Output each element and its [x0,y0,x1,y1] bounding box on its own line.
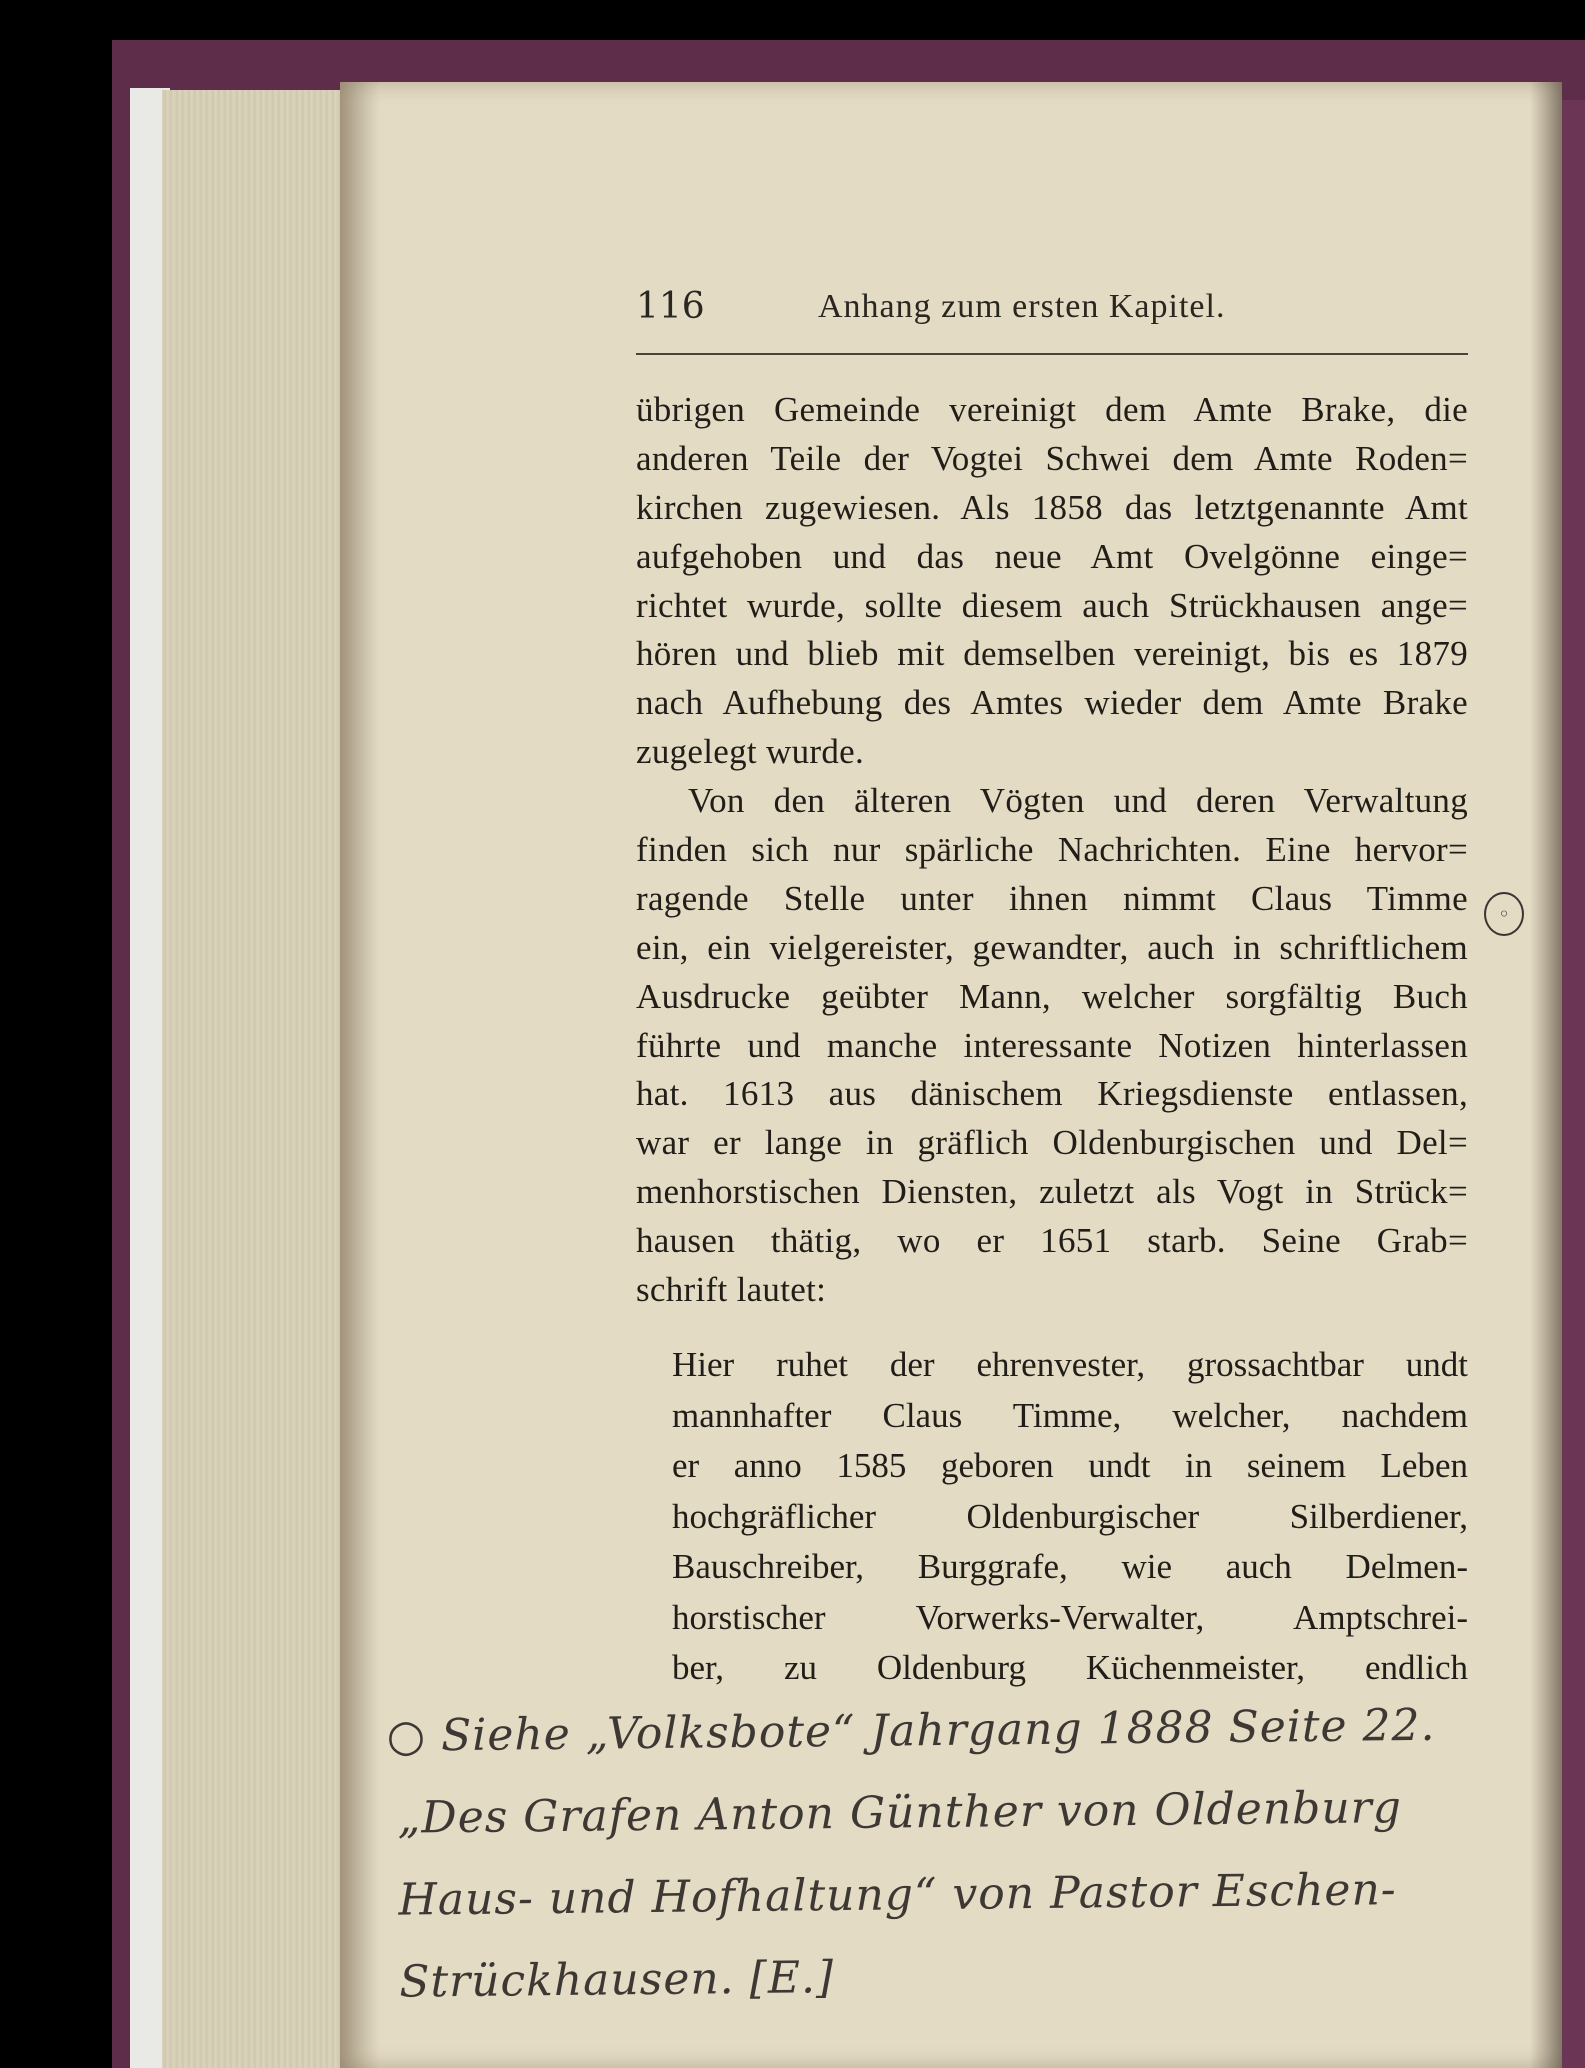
quote-line: horstischer Vorwerks-Verwalter, Amptschrei- [672,1597,1468,1637]
spine-shadow [340,82,380,2068]
text-line: ragende Stelle unter ihnen nimmt Claus Timme [636,878,1468,918]
page-stack [162,90,352,2068]
text-line: richtet wurde, sollte diesem auch Strückhausen ange= [636,585,1468,625]
text-line: übrigen Gemeinde vereinigt dem Amte Brake, die [636,390,1468,429]
page-number: 116 [636,286,705,327]
quote-line: hochgräflicher Oldenburgischer Silberdiener, [672,1496,1468,1536]
text-line: Von den älteren Vögten und deren Verwaltung [688,781,1468,821]
text-line: nach Aufhebung des Amtes wieder dem Amte Brake [636,683,1468,723]
epitaph-quote [672,1340,1468,1694]
quote-line: mannhafter Claus Timme, welcher, nachdem [672,1395,1468,1435]
quote-line: er anno 1585 geboren undt in seinem Leben [672,1446,1468,1485]
body-text [636,386,1468,1315]
text-line: Ausdrucke geübter Mann, welcher sorgfältig Buch [636,976,1468,1016]
text-line: hören und blieb mit demselben vereinigt, bis es 1879 [636,634,1468,674]
text-line: kirchen zugewiesen. Als 1858 das letztgenannte Amt [636,487,1468,527]
text-line: menhorstischen Diensten, zuletzt als Vogt in Strück= [636,1172,1468,1212]
quote-line: Hier ruhet der ehrenvester, grossachtbar undt [672,1345,1468,1384]
quote-line: Bauschreiber, Burggrafe, wie auch Delmen- [672,1547,1468,1586]
running-head: Anhang zum ersten Kapitel. [818,288,1226,325]
handwritten-line: Haus- und Hofhaltung“ von Pastor Eschen- [398,1864,1397,1926]
text-line: anderen Teile der Vogtei Schwei dem Amte Roden= [636,438,1468,478]
handwritten-line: „Des Grafen Anton Günther von Oldenburg [397,1782,1403,1844]
page-header [636,286,1468,346]
handwritten-line: Strückhausen. [E.] [399,1952,835,2008]
text-line: aufgehoben und das neue Amt Ovelgönne einge= [636,536,1468,576]
text-line: ein, ein vielgereister, gewandter, auch in schriftlichem [636,927,1468,967]
handwritten-line: ○ Siehe „Volksbote“ Jahrgang 1888 Seite 22. [386,1699,1436,1762]
text-line: finden sich nur spärliche Nachrichten. Eine hervor= [636,830,1468,870]
text-line: hausen thätig, wo er 1651 starb. Seine Grab= [636,1221,1468,1261]
page-edge-shadow [1530,82,1562,2068]
text-line: schrift lautet: [636,1270,827,1310]
header-rule [636,353,1468,355]
text-line: zugelegt wurde. [636,732,865,772]
margin-annotation-mark: ◦ [1484,892,1524,936]
quote-line: ber, zu Oldenburg Küchenmeister, endlich [672,1648,1468,1687]
text-line: führte und manche interessante Notizen hinterlassen [636,1025,1468,1065]
text-line: war er lange in gräflich Oldenburgischen und Del= [636,1123,1468,1163]
handwritten-note [386,1684,1489,2024]
text-line: hat. 1613 aus dänischem Kriegsdienste entlassen, [636,1074,1468,1114]
